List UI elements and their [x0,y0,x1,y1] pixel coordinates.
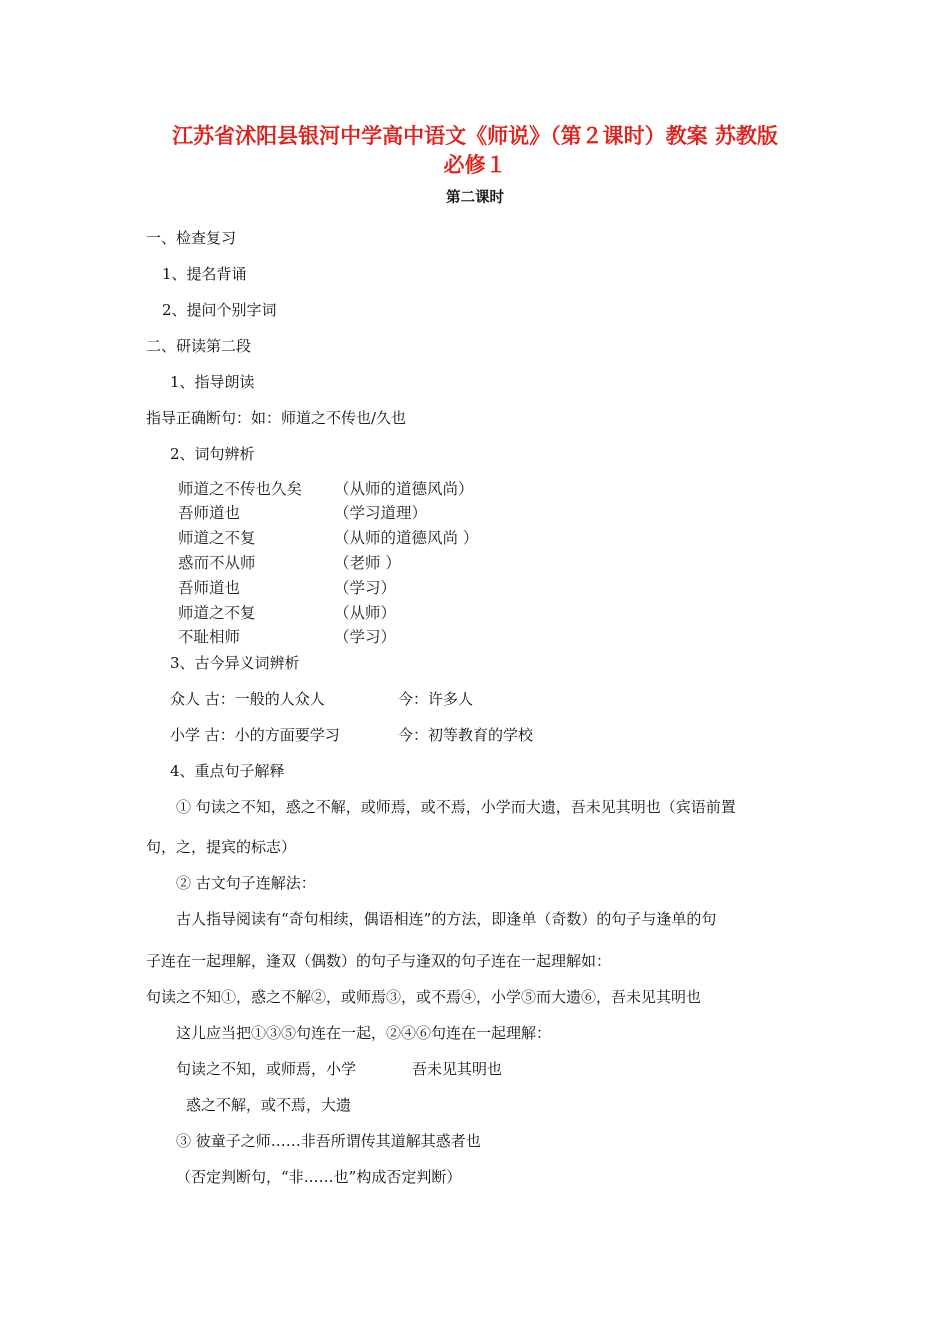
term-zhongren [170,689,325,709]
sentence-2-para-4: 这儿应当把①③⑤句连在一起，②④⑥句连在一起理解： [176,1024,552,1042]
sentence-2-para-5a: 句读之不知，或师焉，小学 [176,1060,357,1078]
word-phrase: 师道之不复 [178,604,256,622]
document-title [130,122,820,180]
sentence-2-para-6: 惑之不解，或不焉，大遗 [186,1096,352,1114]
sentence-3: ③ 彼童子之师……非吾所谓传其道解其惑者也 [176,1132,481,1150]
section-1-item-2: 2、提问个别字词 [162,301,277,319]
section-1-item-1: 1、提名背诵 [162,265,247,283]
word-phrase: 师道之不传也久矣 [178,480,303,498]
title-line-1: 江苏省沭阳县银河中学高中语文《师说》（第２课时）教案 苏教版 [172,124,778,148]
word-gloss: （从师的道德风尚 ） [334,529,479,547]
word-phrase: 师道之不复 [178,529,256,547]
word-row [178,479,302,499]
term-zhongren-ancient: 众人 古：一般的人 [170,690,295,708]
term-xiaoxue-modern: 今：初等教育的学校 [398,726,534,744]
word-gloss: （从师） [334,604,397,622]
word-phrase: 惑而不从师 [178,554,256,572]
sentence-2-para-3: 句读之不知①，惑之不解②，或师焉③，或不焉④，小学⑤而大遗⑥，吾未见其明也 [146,988,702,1006]
section-2-item-3: 3、古今异义词辨析 [170,654,300,672]
word-gloss: （学习道理） [334,504,428,522]
word-gloss: （学习） [334,628,397,646]
word-gloss: （从师的道德风尚） [334,480,474,498]
word-phrase: 不耻相师 [178,628,241,646]
term-xiaoxue-ancient: 小学 古：小的方面要学习 [170,726,340,744]
sentence-2-heading: ② 古文句子连解法： [176,874,316,892]
sentence-1-line-1: ① 句读之不知，惑之不解，或师焉，或不焉，小学而大遗，吾未见其明也（宾语前置 [176,798,736,816]
section-2-item-1: 1、指导朗读 [170,373,255,391]
word-gloss: （学习） [334,579,397,597]
section-2-item-2: 2、词句辨析 [170,445,255,463]
word-phrase: 吾师道也 [178,579,241,597]
sentence-2-para-1: 古人指导阅读有“奇句相续，偶语相连”的方法，即逢单（奇数）的句子与逢单的句 [176,910,717,928]
sentence-3-note: （否定判断句，“非……也”构成否定判断） [176,1168,462,1186]
section-2-item-4: 4、重点句子解释 [170,762,285,780]
word-phrase: 吾师道也 [178,504,241,522]
section-2-item-1-text: 指导正确断句：如：师道之不传也/久也 [146,409,407,427]
section-2-heading: 二、研读第二段 [146,337,252,355]
section-1-heading: 一、检查复习 [146,229,237,247]
term-zhongren-ancient-2: 众人 [294,690,325,708]
term-zhongren-modern: 今：许多人 [398,690,474,708]
title-line-2: 必修１ [443,153,507,177]
lesson-subtitle: 第二课时 [446,190,504,206]
word-gloss: （老师 ） [334,554,401,572]
sentence-1-line-2: 句，之，提宾的标志） [146,838,297,856]
sentence-2-para-5b: 吾未见其明也 [412,1060,503,1078]
sentence-2-para-2: 子连在一起理解，逢双（偶数）的句子与逢双的句子连在一起理解如： [146,952,612,970]
